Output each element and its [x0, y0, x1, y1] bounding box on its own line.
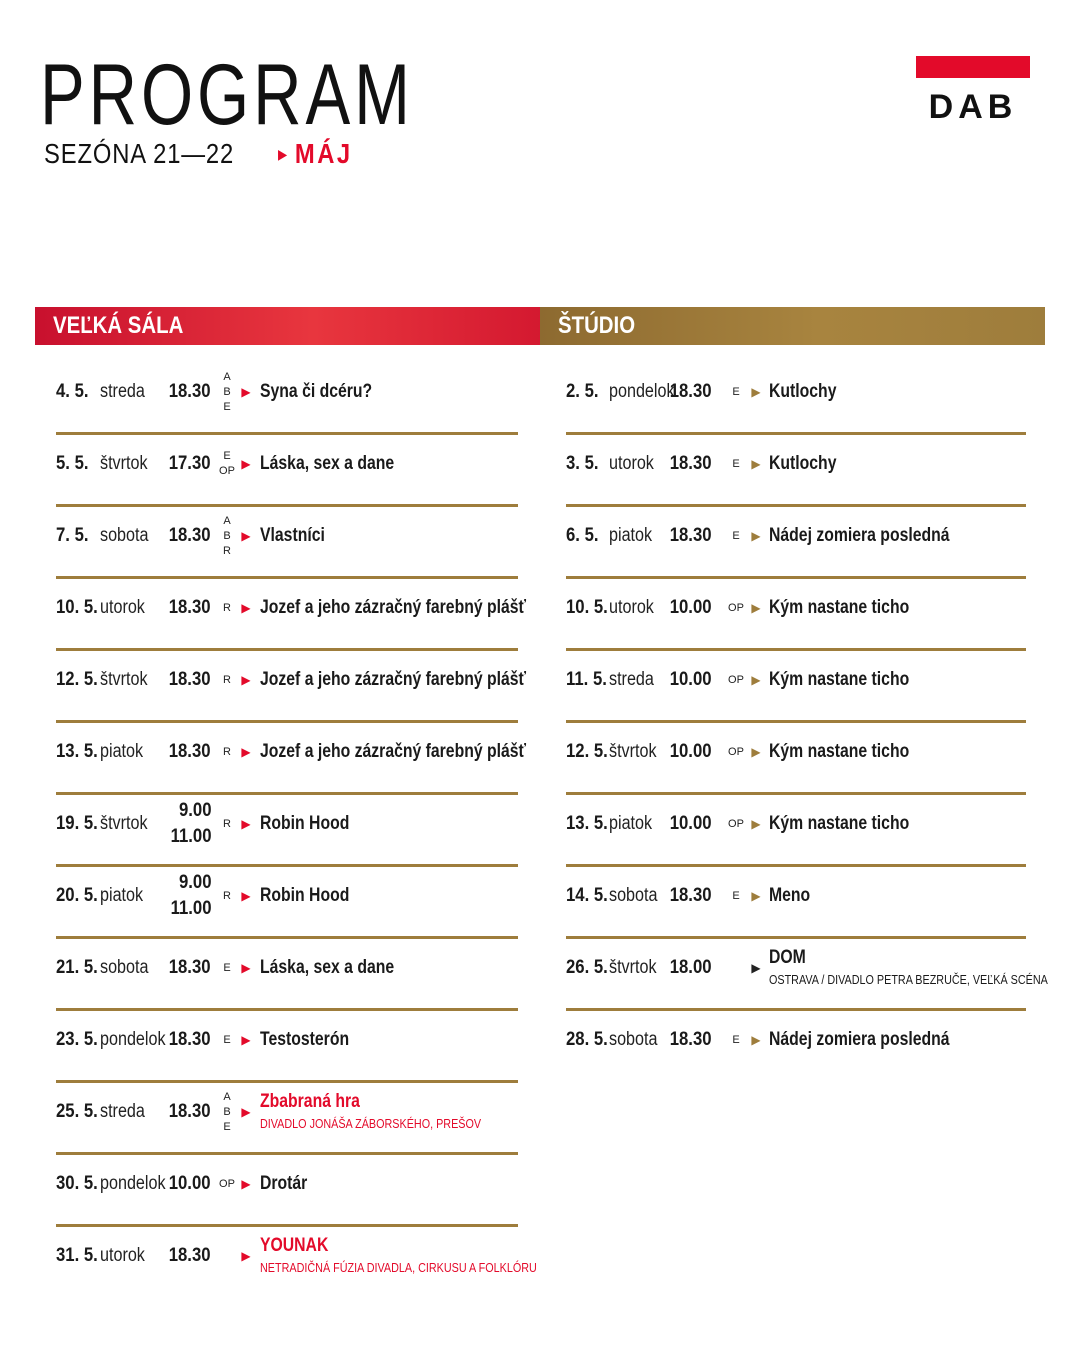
page-title: PROGRAM — [40, 47, 414, 143]
event-subtitle: OSTRAVA / DIVADLO PETRA BEZRUČE, VEĽKÁ SCÉNA — [769, 972, 1048, 987]
play-arrow-icon: ▶ — [241, 1105, 251, 1119]
code-stack — [728, 745, 744, 760]
play-arrow-icon: ▶ — [751, 385, 761, 399]
code-label: OP — [728, 817, 744, 830]
code-label: OP — [219, 465, 235, 477]
time-value: 18.30 — [169, 1245, 211, 1266]
event-title: Robin Hood — [260, 885, 350, 906]
event-date: 3. 5. — [566, 453, 599, 474]
season-label: SEZÓNA 21—22 — [44, 138, 235, 169]
time-value: 10.00 — [670, 741, 712, 762]
event-title-block — [769, 500, 987, 572]
schedule-row — [56, 644, 527, 716]
event-title: Jozef a jeho zázračný farebný plášť — [260, 597, 527, 618]
event-codes — [217, 500, 237, 572]
code-stack — [223, 601, 231, 616]
code-label: E — [223, 450, 231, 462]
time-value: 18.30 — [169, 741, 211, 762]
event-title: Zbabraná hra — [260, 1091, 360, 1112]
event-date: 11. 5. — [566, 669, 607, 690]
time-stack — [670, 379, 712, 405]
event-day: pondelok — [609, 381, 675, 402]
time-value: 18.30 — [169, 1029, 211, 1050]
code-label: R — [223, 745, 231, 758]
code-stack — [223, 745, 231, 760]
event-title: Jozef a jeho zázračný farebný plášť — [260, 741, 527, 762]
event-day: sobota — [609, 1029, 658, 1050]
code-stack — [732, 1033, 739, 1048]
event-time — [672, 716, 712, 788]
schedule-row — [56, 932, 518, 1004]
event-title-block — [260, 500, 338, 572]
code-label: R — [223, 673, 231, 686]
time-value: 18.30 — [169, 1101, 211, 1122]
schedule-row — [56, 860, 518, 932]
event-codes — [726, 1004, 746, 1076]
event-time — [672, 356, 712, 428]
event-date: 10. 5. — [56, 597, 98, 618]
time-stack — [170, 798, 211, 850]
section-header-velka-sala — [35, 307, 540, 345]
event-title: Kým nastane ticho — [769, 813, 910, 834]
event-title: Meno — [769, 885, 811, 906]
event-codes — [726, 356, 746, 428]
event-codes — [217, 1004, 237, 1076]
event-date: 26. 5. — [566, 957, 608, 978]
event-title-block — [260, 1220, 594, 1292]
event-day: utorok — [609, 597, 654, 618]
event-day: streda — [100, 381, 145, 402]
event-time — [672, 860, 712, 932]
event-title-block — [769, 644, 938, 716]
play-arrow-icon: ▶ — [241, 1249, 251, 1263]
time-stack — [169, 955, 211, 981]
time-value: 17.30 — [169, 453, 211, 474]
month-label — [278, 138, 353, 170]
event-title-block — [769, 860, 819, 932]
event-title: Syna či dcéru? — [260, 381, 373, 402]
schedule-row — [56, 788, 518, 860]
event-title-block — [260, 1076, 526, 1148]
time-value: 18.30 — [169, 381, 211, 402]
code-stack — [223, 889, 231, 904]
time-stack — [169, 379, 211, 405]
code-stack — [223, 370, 230, 415]
event-title-block — [769, 1004, 987, 1076]
event-title: Kým nastane ticho — [769, 597, 910, 618]
event-time — [672, 932, 712, 1004]
event-title: Kým nastane ticho — [769, 741, 910, 762]
time-stack — [670, 451, 712, 477]
section-title-studio: ŠTÚDIO — [558, 312, 636, 339]
event-codes — [217, 1220, 237, 1292]
code-label: A — [223, 514, 231, 527]
event-codes — [726, 860, 746, 932]
event-date: 10. 5. — [566, 597, 608, 618]
play-arrow-icon: ▶ — [241, 673, 251, 687]
code-label: E — [223, 400, 231, 413]
studio-schedule — [566, 356, 1048, 1076]
event-time — [672, 500, 712, 572]
event-time — [171, 572, 211, 644]
event-title-block — [260, 788, 368, 860]
code-label: E — [223, 1120, 231, 1133]
play-arrow-icon: ▶ — [751, 529, 761, 543]
event-day: utorok — [100, 597, 145, 618]
event-title: Robin Hood — [260, 813, 350, 834]
event-title: YOUNAK — [260, 1235, 329, 1256]
play-arrow-icon: ▶ — [241, 961, 251, 975]
play-arrow-icon: ▶ — [241, 1033, 251, 1047]
code-label: B — [223, 529, 231, 542]
play-arrow-icon: ▶ — [241, 889, 251, 903]
time-stack — [169, 667, 211, 693]
time-stack — [169, 739, 211, 765]
play-arrow-icon: ▶ — [241, 601, 251, 615]
time-value: 18.30 — [169, 597, 211, 618]
schedule-row — [566, 860, 1026, 932]
code-label: OP — [728, 601, 744, 614]
play-arrow-icon: ▶ — [751, 889, 761, 903]
event-title: Láska, sex a dane — [260, 453, 395, 474]
schedule-row — [56, 500, 518, 572]
event-title: Kutlochy — [769, 453, 837, 474]
code-stack — [223, 1090, 230, 1135]
event-codes — [217, 1076, 237, 1148]
event-date: 20. 5. — [56, 885, 98, 906]
schedule-row — [566, 356, 1026, 428]
schedule-row — [566, 932, 1048, 1004]
schedule-row — [56, 1076, 518, 1148]
event-day: štvrtok — [100, 813, 148, 834]
event-date: 30. 5. — [56, 1173, 98, 1194]
event-title: Kutlochy — [769, 381, 837, 402]
event-title-block — [769, 788, 938, 860]
time-stack — [169, 1243, 211, 1269]
event-codes — [726, 428, 746, 500]
logo-red-bar — [916, 56, 1030, 78]
event-codes — [726, 500, 746, 572]
event-day: štvrtok — [100, 453, 148, 474]
event-codes — [217, 1148, 237, 1220]
event-day: streda — [609, 669, 654, 690]
schedule-row — [56, 572, 527, 644]
time-value: 10.00 — [670, 813, 712, 834]
code-stack — [223, 961, 230, 976]
schedule-row — [56, 1004, 518, 1076]
event-day: piatok — [609, 525, 653, 546]
event-date: 14. 5. — [566, 885, 608, 906]
play-arrow-icon: ▶ — [241, 529, 251, 543]
schedule-row — [566, 500, 1026, 572]
schedule-row — [566, 1004, 1026, 1076]
code-stack — [223, 514, 231, 559]
event-date: 31. 5. — [56, 1245, 98, 1266]
code-label: E — [732, 457, 740, 470]
time-stack — [169, 1171, 211, 1197]
event-codes — [217, 644, 237, 716]
event-date: 6. 5. — [566, 525, 599, 546]
play-arrow-icon: ▶ — [751, 817, 761, 831]
code-label: E — [732, 889, 740, 902]
event-day: utorok — [100, 1245, 145, 1266]
event-time — [171, 356, 211, 428]
event-date: 13. 5. — [56, 741, 98, 762]
play-arrow-icon: ▶ — [241, 1177, 251, 1191]
event-time — [171, 716, 211, 788]
play-arrow-icon: ▶ — [751, 457, 761, 471]
event-time — [171, 860, 211, 932]
code-label: OP — [219, 1177, 235, 1190]
event-day: streda — [100, 1101, 145, 1122]
event-title-block — [769, 356, 850, 428]
event-title: Jozef a jeho zázračný farebný plášť — [260, 669, 527, 690]
event-title: DOM — [769, 947, 806, 968]
event-day: piatok — [100, 885, 144, 906]
event-date: 21. 5. — [56, 957, 98, 978]
code-label: A — [223, 1090, 231, 1103]
event-title-block — [769, 572, 938, 644]
event-title: Láska, sex a dane — [260, 957, 395, 978]
event-title-block — [769, 716, 938, 788]
code-label: E — [732, 385, 740, 398]
event-date: 25. 5. — [56, 1101, 98, 1122]
triangle-right-icon: ▶ — [278, 145, 290, 162]
code-stack — [732, 529, 739, 544]
time-value: 18.30 — [169, 669, 211, 690]
event-codes — [217, 860, 237, 932]
event-codes — [217, 572, 237, 644]
logo-text: DAB — [928, 88, 1018, 126]
event-day: pondelok — [100, 1029, 166, 1050]
time-stack — [169, 523, 211, 549]
event-codes — [726, 644, 746, 716]
time-stack — [670, 1027, 712, 1053]
schedule-row — [566, 644, 1026, 716]
event-time — [171, 1004, 211, 1076]
play-arrow-icon: ▶ — [241, 817, 251, 831]
time-value: 18.30 — [670, 1029, 712, 1050]
event-title-block — [260, 572, 581, 644]
time-value: 18.30 — [670, 453, 712, 474]
event-title-block — [260, 644, 581, 716]
event-date: 28. 5. — [566, 1029, 608, 1050]
event-title-block — [260, 428, 422, 500]
event-time — [672, 572, 712, 644]
code-stack — [732, 385, 739, 400]
event-day: štvrtok — [609, 741, 657, 762]
event-day: piatok — [609, 813, 653, 834]
event-time — [171, 428, 211, 500]
code-label: E — [732, 1033, 740, 1046]
event-title: Nádej zomiera posledná — [769, 525, 950, 546]
code-stack — [728, 673, 744, 688]
event-date: 12. 5. — [566, 741, 608, 762]
schedule-row — [566, 716, 1026, 788]
event-time — [171, 500, 211, 572]
event-time — [672, 1004, 712, 1076]
event-title: Nádej zomiera posledná — [769, 1029, 950, 1050]
schedule-row — [56, 1148, 518, 1220]
schedule-row — [56, 428, 518, 500]
event-title-block — [260, 1148, 317, 1220]
event-codes — [726, 572, 746, 644]
event-date: 19. 5. — [56, 813, 98, 834]
play-arrow-icon: ▶ — [751, 601, 761, 615]
event-codes — [217, 788, 237, 860]
schedule-row — [566, 428, 1026, 500]
section-title-velka-sala: VEĽKÁ SÁLA — [53, 312, 184, 339]
event-time — [171, 932, 211, 1004]
time-value: 18.30 — [169, 957, 211, 978]
time-stack — [170, 870, 211, 922]
code-stack — [728, 817, 744, 832]
section-header-studio — [540, 307, 1045, 345]
event-subtitle: DIVADLO JONÁŠA ZÁBORSKÉHO, PREŠOV — [260, 1116, 482, 1131]
code-stack — [728, 601, 744, 616]
time-value: 10.00 — [169, 1173, 211, 1194]
event-date: 23. 5. — [56, 1029, 98, 1050]
code-label: R — [223, 601, 231, 614]
time-value: 18.30 — [169, 525, 211, 546]
time-stack — [670, 667, 712, 693]
time-stack — [670, 739, 712, 765]
time-value: 18.30 — [670, 885, 712, 906]
time-stack — [670, 523, 712, 549]
time-value: 10.00 — [670, 597, 712, 618]
event-date: 13. 5. — [566, 813, 608, 834]
code-stack — [223, 1033, 230, 1048]
time-stack — [670, 883, 712, 909]
code-label: A — [223, 370, 231, 383]
code-label: E — [223, 961, 231, 974]
event-codes — [217, 932, 237, 1004]
event-codes — [726, 716, 746, 788]
event-date: 4. 5. — [56, 381, 89, 402]
event-time — [672, 644, 712, 716]
schedule-row — [566, 572, 1026, 644]
velka-sala-schedule — [56, 356, 537, 1292]
event-date: 5. 5. — [56, 453, 89, 474]
time-value: 11.00 — [170, 826, 211, 847]
event-title-block — [260, 932, 422, 1004]
event-codes — [217, 356, 237, 428]
time-value: 10.00 — [670, 669, 712, 690]
event-codes — [217, 716, 237, 788]
schedule-row — [56, 716, 527, 788]
event-title-block — [260, 860, 368, 932]
time-stack — [169, 1027, 211, 1053]
event-time — [672, 428, 712, 500]
event-date: 7. 5. — [56, 525, 89, 546]
event-day: sobota — [100, 957, 149, 978]
code-label: OP — [728, 673, 744, 686]
time-stack — [670, 595, 712, 621]
event-time — [171, 1220, 211, 1292]
time-stack — [670, 811, 712, 837]
event-day: utorok — [609, 453, 654, 474]
event-codes — [217, 428, 237, 500]
time-value: 9.00 — [178, 800, 211, 821]
time-value: 18.00 — [670, 957, 712, 978]
code-label: R — [223, 544, 231, 557]
time-value: 9.00 — [178, 872, 211, 893]
schedule-row — [56, 356, 518, 428]
play-arrow-icon: ▶ — [751, 1033, 761, 1047]
code-stack — [732, 457, 739, 472]
event-time — [672, 788, 712, 860]
code-label: E — [223, 1033, 231, 1046]
play-arrow-icon: ▶ — [751, 673, 761, 687]
event-time — [171, 644, 211, 716]
time-stack — [169, 595, 211, 621]
event-time — [171, 1148, 211, 1220]
play-arrow-icon: ▶ — [241, 457, 251, 471]
event-day: sobota — [100, 525, 149, 546]
play-arrow-icon: ▶ — [241, 385, 251, 399]
event-day: štvrtok — [609, 957, 657, 978]
event-title-block — [769, 428, 850, 500]
code-stack — [219, 449, 235, 479]
play-arrow-icon: ▶ — [751, 745, 761, 759]
event-title: Testosterón — [260, 1029, 350, 1050]
code-label: B — [223, 385, 231, 398]
code-stack — [223, 817, 231, 832]
dab-logo — [916, 56, 1030, 127]
event-time — [171, 1076, 211, 1148]
code-stack — [219, 1177, 235, 1192]
code-label: OP — [728, 745, 744, 758]
time-stack — [169, 451, 211, 477]
event-title: Vlastníci — [260, 525, 325, 546]
event-title-block — [260, 1004, 367, 1076]
event-subtitle: NETRADIČNÁ FÚZIA DIVADLA, CIRKUSU A FOLKLÓRU — [260, 1260, 537, 1275]
time-value: 11.00 — [170, 898, 211, 919]
event-title: Kým nastane ticho — [769, 669, 910, 690]
event-title-block — [260, 356, 395, 428]
event-title: Drotár — [260, 1173, 308, 1194]
event-time — [171, 788, 211, 860]
play-arrow-icon: ▶ — [241, 745, 251, 759]
event-date: 2. 5. — [566, 381, 599, 402]
event-codes — [726, 932, 746, 1004]
play-arrow-icon: ▶ — [751, 961, 761, 975]
event-title-block — [769, 932, 1080, 1004]
code-label: B — [223, 1105, 231, 1118]
event-day: štvrtok — [100, 669, 148, 690]
event-date: 12. 5. — [56, 669, 98, 690]
schedule-row — [56, 1220, 537, 1292]
time-stack — [670, 955, 712, 981]
time-stack — [169, 1099, 211, 1125]
code-label: R — [223, 889, 231, 902]
event-day: sobota — [609, 885, 658, 906]
event-day: piatok — [100, 741, 144, 762]
code-stack — [732, 889, 739, 904]
code-label: E — [732, 529, 740, 542]
month-text: MÁJ — [294, 138, 353, 169]
event-day: pondelok — [100, 1173, 166, 1194]
time-value: 18.30 — [670, 525, 712, 546]
event-codes — [726, 788, 746, 860]
code-stack — [223, 673, 231, 688]
code-label: R — [223, 817, 231, 830]
event-title-block — [260, 716, 581, 788]
schedule-row — [566, 788, 1026, 860]
time-value: 18.30 — [670, 381, 712, 402]
